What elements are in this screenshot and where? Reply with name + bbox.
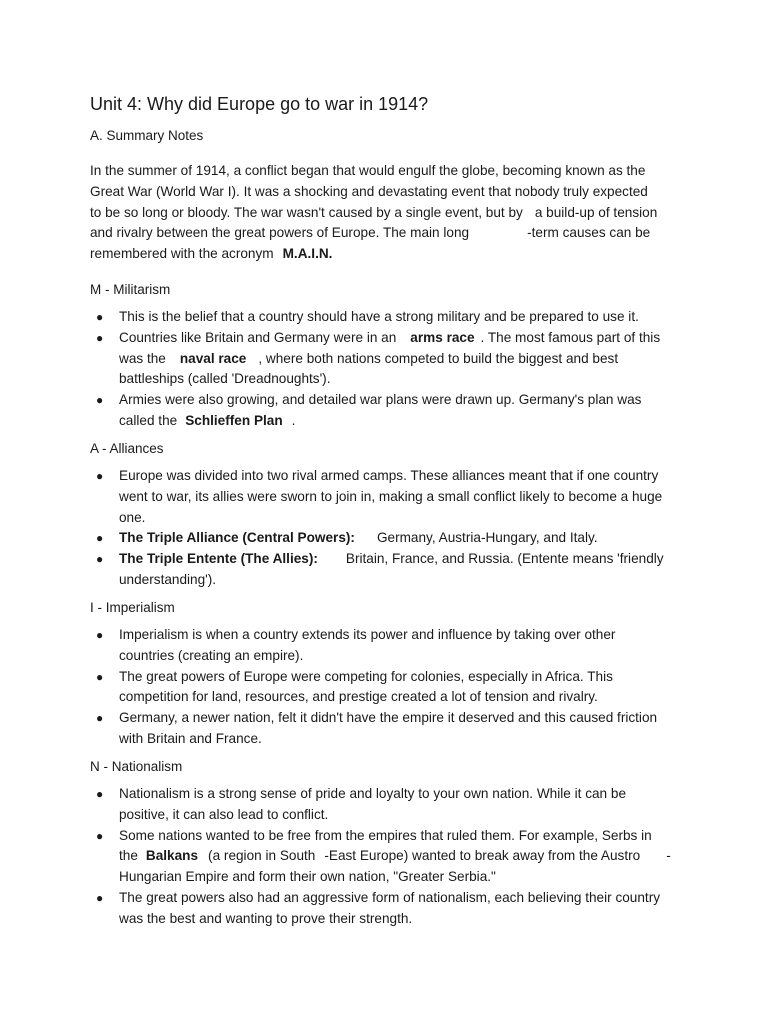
bullet-icon: ● (96, 669, 104, 684)
page-title: Unit 4: Why did Europe go to war in 1914? (90, 94, 429, 114)
imperialism-heading: I - Imperialism (90, 600, 175, 615)
list-item: ● Europe was divided into two rival armed camps. These alliances meant that if one country went to war, its allies were sworn to join in, making a small conflict likely to become a huge one. (96, 468, 663, 525)
list-item: ● Countries like Britain and Germany were in an arms race . The most famous part of this was the naval race , where both nations competed to build the biggest and best battleships (called 'Dreadnoughts'). (96, 329, 661, 387)
bullet-icon: ● (96, 890, 104, 905)
list-item: ● Nationalism is a strong sense of pride and loyalty to your own nation. While it can be positive, it can also lead to conflict. (96, 786, 627, 822)
alliances-list (90, 466, 690, 591)
bullet-icon: ● (96, 310, 104, 324)
nationalism-list (90, 784, 690, 930)
militarism-heading: M - Militarism (90, 282, 171, 297)
list-item: ● The Triple Entente (The Allies): Britain, France, and Russia. (Entente means 'friendly understanding'). (96, 551, 664, 587)
bullet-icon: ● (96, 628, 104, 642)
imperialism-list (90, 625, 690, 750)
key-term: arms race (410, 329, 475, 345)
key-term: The Triple Entente (The Allies): (119, 551, 318, 567)
key-term: The Triple Alliance (Central Powers): (119, 530, 355, 546)
bullet-icon: ● (96, 469, 104, 483)
bullet-icon: ● (96, 552, 104, 567)
intro-line: Great War (World War I). It was a shocking and devastating event that nobody truly expected (90, 183, 648, 199)
bullet-icon: ● (96, 787, 104, 801)
main-acronym: M.A.I.N. (282, 246, 333, 262)
list-item: ● Imperialism is when a country extends its power and influence by taking over other countries (creating an empire). (96, 627, 616, 663)
intro-line: to be so long or bloody. The war wasn't caused by a single event, but by a build-up of tension (90, 204, 658, 220)
bullet-icon: ● (96, 531, 104, 546)
list-item: ● Armies were also growing, and detailed war plans were drawn up. Germany's plan was called the Schlieffen Plan . (96, 392, 642, 428)
list-item: ● Some nations wanted to be free from the empires that ruled them. For example, Serbs in the Balkans (a region in South -East Europe) wanted to break away from the Austro - Hungarian Empire and form their own nation, "Greater Serbia." (96, 827, 671, 885)
list-item: ● The Triple Alliance (Central Powers): Germany, Austria-Hungary, and Italy. (90, 528, 690, 549)
intro-paragraph (90, 161, 680, 265)
bullet-icon: ● (96, 828, 104, 843)
list-item: ● This is the belief that a country should have a strong military and be prepared to use it. (90, 307, 690, 328)
bullet-icon: ● (96, 711, 104, 726)
nationalism-heading: N - Nationalism (90, 759, 183, 774)
summary-heading: A. Summary Notes (90, 128, 204, 143)
list-item: ● The great powers of Europe were competing for colonies, especially in Africa. This competition for land, resources, and prestige created a lot of tension and rivalry. (96, 668, 613, 705)
bullet-icon: ● (96, 393, 104, 408)
key-term: Balkans (145, 848, 199, 864)
list-item: ● The great powers also had an aggressive form of nationalism, each believing their country was the best and wanting to prove their strength. (96, 889, 661, 926)
militarism-list (90, 307, 690, 432)
bullet-icon: ● (96, 330, 104, 345)
intro-line: remembered with the acronym M.A.I.N. (90, 246, 333, 262)
alliances-heading: A - Alliances (90, 441, 164, 456)
intro-line: and rivalry between the great powers of Europe. The main long -term causes can be (90, 225, 651, 241)
list-item: ● Germany, a newer nation, felt it didn't have the empire it deserved and this caused friction with Britain and France. (96, 710, 658, 746)
key-term: naval race (179, 350, 247, 366)
key-term: Schlieffen Plan (185, 412, 283, 428)
intro-line: In the summer of 1914, a conflict began that would engulf the globe, becoming known as the (90, 163, 646, 178)
